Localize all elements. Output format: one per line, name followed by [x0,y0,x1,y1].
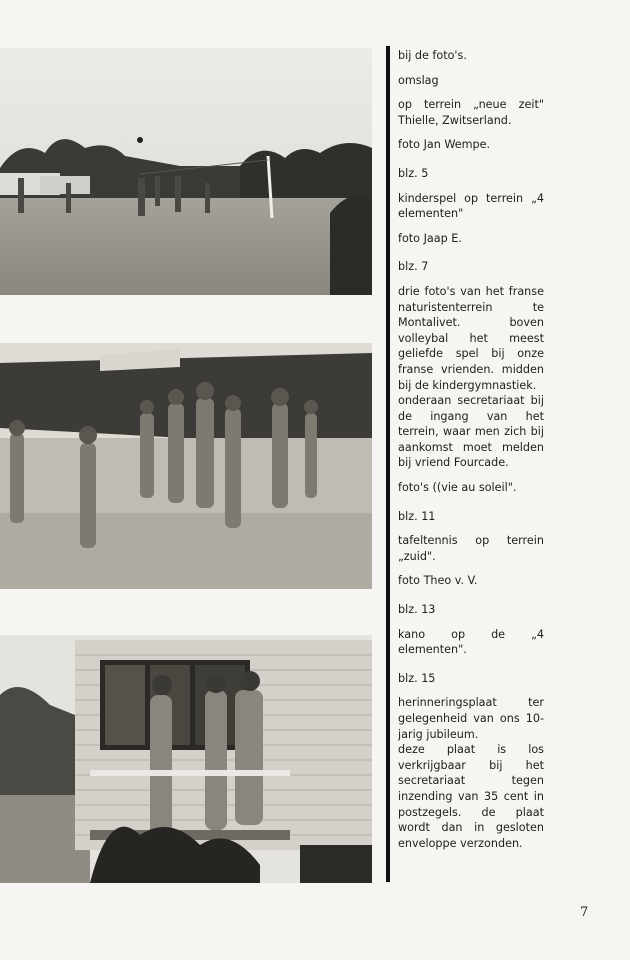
caption-divider [386,46,390,882]
caption-p7-text2: onderaan secretariaat bij de ingang van het terrein, waar men zich bij aankomst moet melden bij vriend Fourcade. [398,394,544,470]
caption-p13-text: kano op de „4 elementen". [398,627,544,657]
page-number: 7 [580,905,589,920]
caption-p15-label: blz. 15 [398,671,436,685]
caption-cover-credit: foto Jan Wempe. [398,138,491,152]
captions-heading: bij de foto's. [398,49,467,62]
caption-p5-text: kinderspel op terrein „4 elementen" [398,191,544,221]
caption-cover-text: op terrein „neue zeit" Thielle, Zwitserland. [398,98,544,127]
caption-column [398,48,544,851]
caption-p11-label: blz. 11 [398,509,436,523]
caption-p15-text: herinneringsplaat ter gelegenheid van ons 10-jarig jubileum. [398,696,544,741]
photo-icon [0,48,372,295]
photo-icon [0,343,372,589]
caption-p5-label: blz. 5 [398,166,429,180]
children-gymnastics-photo [0,343,372,589]
caption-p7-label: blz. 7 [398,260,429,274]
caption-p15-text2: deze plaat is los verkrijgbaar bij het secretariaat tegen inzending van 35 cent in postzegels. de plaat wordt dan in gesloten enveloppe verzonden. [398,743,544,850]
caption-p11-credit: foto Theo v. V. [398,574,478,588]
photo-icon [0,635,372,883]
caption-p13-label: blz. 13 [398,603,436,617]
caption-p7-credit: foto's ((vie au soleil". [398,481,517,495]
caption-p11-text: tafeltennis op terrein „zuid". [398,534,544,563]
reception-cabin-photo [0,635,372,883]
caption-p7-text: drie foto's van het franse naturistenterrein te Montalivet. boven volleybal het meest geliefde spel bij onze franse vrienden. midden bij de kindergymnastiek. [398,284,544,392]
volleyball-field-photo [0,48,372,295]
caption-cover-label: omslag [398,73,439,87]
caption-p5-credit: foto Jaap E. [398,231,462,245]
